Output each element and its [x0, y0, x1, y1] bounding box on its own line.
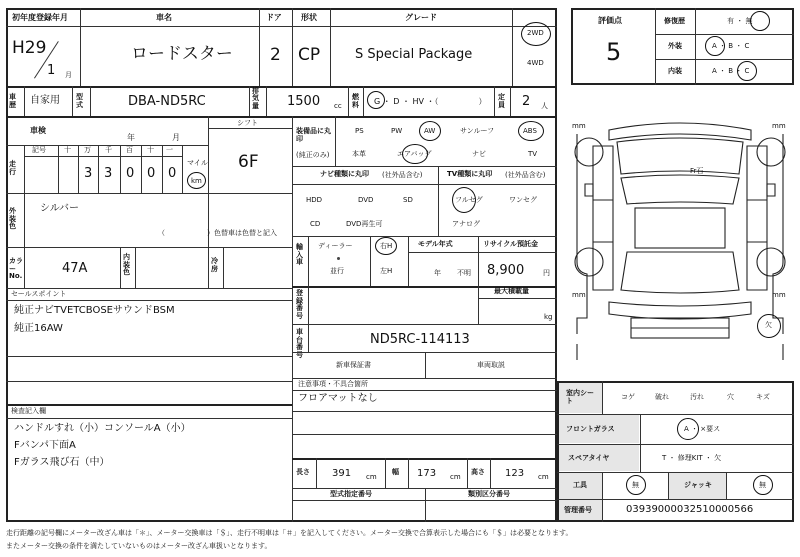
length-unit: cm — [366, 473, 377, 481]
height-label: 高さ — [471, 468, 485, 476]
navi-item: HDD — [306, 196, 323, 204]
km-unit: km — [191, 177, 202, 185]
capacity: 2 — [522, 94, 531, 109]
drive-2wd-circle — [521, 22, 551, 46]
equipment-item: 本革 — [352, 150, 366, 158]
height-unit: cm — [538, 473, 549, 481]
mileage-header: 一 — [166, 146, 173, 154]
car-name-label: 車名 — [156, 13, 172, 22]
recycle-unit: 円 — [543, 269, 550, 277]
car-damage-diagram — [565, 112, 795, 377]
displacement: 1500 — [287, 94, 321, 109]
mileage-header: 百 — [126, 146, 133, 154]
equipment-item: エアバッグ — [397, 150, 432, 158]
body-shape: CP — [298, 45, 321, 65]
inspector-line: Fガラス飛び石（中） — [14, 457, 110, 468]
usage-label: 車歴 — [9, 93, 16, 109]
equipment-item: PW — [391, 127, 403, 135]
aw-circle — [419, 121, 441, 141]
inspection-label: 車検 — [30, 126, 46, 135]
import-label: 輸入車 — [296, 243, 303, 267]
diagram-missing: 欠 — [765, 321, 772, 329]
interior-circle — [737, 61, 757, 81]
month-unit: 月 — [65, 71, 72, 79]
tv-sub: (社外品含む) — [505, 171, 546, 179]
drive-4wd: 4WD — [527, 59, 544, 67]
displacement-label: 排気量 — [252, 87, 259, 110]
model-year-label: モデル年式 — [418, 240, 453, 248]
inspector-line: Fバンパ下面A — [14, 440, 76, 451]
max-load-unit: kg — [544, 313, 553, 321]
tv-label: TV種類に丸印 — [447, 170, 493, 178]
sales-point-line: 純正ナビTVETCBOSEサウンドBSM — [14, 305, 175, 316]
exterior-circle — [705, 36, 725, 56]
seat-item: 汚れ — [690, 393, 704, 401]
equipment-sub: (純正のみ) — [296, 151, 330, 159]
grade: S Special Package — [355, 47, 473, 62]
mileage-digit: 0 — [126, 166, 135, 181]
seat-item: 破れ — [655, 393, 669, 401]
capacity-unit: 人 — [541, 102, 548, 110]
length: 391 — [332, 468, 352, 479]
import-parallel: 並行 — [330, 267, 344, 275]
model-year-unknown: 不明 — [457, 269, 471, 277]
navi-item: CD — [310, 220, 321, 228]
registration-label: 登録番号 — [296, 289, 303, 321]
seat-label: 室内シート — [566, 389, 594, 406]
inspection-month-unit: 月 — [172, 133, 180, 142]
jack-selected: 無 — [759, 481, 766, 489]
length-label: 長さ — [296, 468, 310, 476]
footer-line-2: またメーター交換の条件を満たしていないものはメーター改ざん車扱いとなります。 — [6, 542, 272, 550]
navi-item: DVD再生可 — [346, 220, 383, 228]
color-code-label: カラーNo. — [9, 257, 23, 281]
seat-item: コゲ — [621, 393, 635, 401]
width-unit: cm — [450, 473, 461, 481]
right-hand-circle — [375, 237, 397, 255]
mileage-header: 千 — [105, 146, 112, 154]
interior-label: 内装 — [668, 67, 682, 75]
glass-circle — [677, 418, 699, 440]
diagram-mm-left-top: mm — [572, 122, 586, 130]
navi-label: ナビ種類に丸印 — [320, 170, 369, 178]
equipment-item: ナビ — [472, 150, 486, 158]
repair-label: 修復歴 — [664, 17, 685, 25]
score-value: 5 — [606, 38, 622, 66]
manual: 車両取説 — [477, 361, 505, 369]
km-circle — [187, 172, 206, 189]
max-load-label: 最大積載量 — [494, 287, 529, 295]
model-year-unit: 年 — [434, 269, 441, 277]
inspector-label: 検査記入欄 — [11, 407, 46, 415]
cooler-label: 冷房 — [211, 257, 218, 273]
abs-circle — [518, 121, 544, 141]
equipment-label: 装備品に丸印 — [296, 127, 331, 144]
tools-circle — [626, 475, 646, 495]
tv-item: フルセグ — [455, 196, 483, 204]
grade-label: グレード — [405, 13, 437, 22]
equipment-item: ABS — [523, 127, 537, 135]
diagram-mm-left-bottom: mm — [572, 291, 586, 299]
color-note: （ ）色替車は色替と記入 — [158, 229, 277, 237]
fullseg-circle — [452, 187, 476, 213]
diagram-note: Fr石 — [690, 167, 704, 175]
mileage-digit: 0 — [168, 166, 177, 181]
class-label: 類別区分番号 — [468, 490, 510, 498]
equipment-item: PS — [355, 127, 364, 135]
width-label: 幅 — [392, 468, 399, 476]
exterior-color: シルバー — [40, 203, 80, 214]
displacement-unit: cc — [334, 102, 342, 110]
equipment-item: AW — [424, 127, 436, 135]
repair-circle — [750, 11, 770, 31]
recycle: 8,900 — [487, 263, 525, 278]
manage-label: 管理番号 — [564, 506, 592, 514]
footer-line-1: 走行距離の記号欄にメーター改ざん車は「＊」、メーター交換車は「＄」、走行不明車は「＃」を記入してください。メーター交換で合算表示した場合にも「＄」は必要となります。 — [6, 529, 573, 537]
fuel-selected-circle — [367, 91, 385, 109]
shift: 6F — [238, 152, 259, 172]
notes: フロアマットなし — [298, 393, 378, 404]
height: 123 — [505, 468, 525, 479]
seat-item: 穴 — [727, 393, 734, 401]
tv-item: ワンセグ — [509, 196, 537, 204]
sales-points-label: セールスポイント — [11, 290, 67, 298]
model: DBA-ND5RC — [128, 94, 206, 109]
jack-circle — [753, 475, 773, 495]
equipment-item: サンルーフ — [460, 127, 495, 135]
score-label: 評価点 — [598, 16, 622, 25]
inspection-year-unit: 年 — [127, 133, 135, 142]
fuel-options: G ・ D ・ HV ・（ ） — [374, 97, 487, 106]
warranty: 新車保証書 — [336, 361, 371, 369]
spare-label: スペアタイヤ — [568, 454, 610, 462]
reg-year: H29 — [12, 38, 47, 58]
airbag-circle — [402, 144, 428, 164]
mileage-digit: 3 — [104, 166, 113, 181]
right-hand: 右H — [380, 242, 393, 250]
navi-item: DVD — [358, 196, 374, 204]
exterior-label: 外装 — [668, 42, 682, 50]
drive-2wd: 2WD — [527, 29, 544, 37]
color-label: 外装色 — [9, 207, 16, 231]
shape-label: 形状 — [301, 13, 317, 22]
chassis-number: ND5RC-114113 — [370, 332, 470, 347]
reg-year-label: 初年度登録年月 — [12, 13, 68, 22]
shift-label: シフト — [237, 119, 258, 127]
spare-options: T ・ 修理KIT ・ 欠 — [662, 454, 722, 462]
tools-label: 工具 — [573, 481, 587, 489]
mileage-digit: 3 — [84, 166, 93, 181]
tv-item: アナログ — [452, 220, 480, 228]
equipment-item: TV — [528, 150, 538, 158]
car-name: ロードスター — [131, 44, 233, 64]
diagram-mm-right-top: mm — [772, 122, 786, 130]
interior-color-label: 内装色 — [123, 253, 130, 277]
fuel-label: 燃料 — [352, 93, 359, 109]
repair-options: 有 ・ 無 — [727, 17, 753, 25]
diagram-mm-right-bottom: mm — [772, 291, 786, 299]
mile-unit: マイル — [187, 159, 208, 167]
mileage-header: 十 — [147, 146, 154, 154]
type-cert-label: 型式指定番号 — [330, 490, 372, 498]
seat-item: キズ — [756, 393, 770, 401]
jack-label: ジャッキ — [684, 481, 712, 489]
reg-month: 1 — [47, 63, 56, 78]
usage: 自家用 — [30, 95, 60, 106]
door-label: ドア — [266, 13, 282, 22]
width: 173 — [417, 468, 437, 479]
navi-item: SD — [403, 196, 413, 204]
mileage-header: 十 — [64, 146, 71, 154]
model-label: 型式 — [76, 93, 83, 109]
inspector-line: ハンドルすれ（小）コンソールA（小） — [14, 423, 191, 434]
mileage-digit: 0 — [147, 166, 156, 181]
interior-options: A ・ B ・ C — [712, 67, 750, 75]
tools-selected: 無 — [632, 481, 639, 489]
glass-label: フロントガラス — [566, 425, 615, 433]
mileage-header: 万 — [84, 146, 91, 154]
capacity-label: 定員 — [498, 93, 505, 109]
manage-number: 03939000032510000566 — [626, 504, 754, 515]
left-hand: 左H — [380, 267, 393, 275]
sales-point-line: 純正16AW — [14, 323, 63, 334]
import-dealer: ディーラー — [318, 242, 353, 250]
mileage-label: 走行 — [9, 160, 16, 176]
door-count: 2 — [270, 45, 281, 65]
exterior-options: A ・ B ・ C — [712, 42, 750, 50]
recycle-label: リサイクル預託金 — [483, 240, 539, 248]
navi-sub: (社外品含む) — [382, 171, 423, 179]
glass-options: A ・ ×要ス — [684, 425, 721, 433]
chassis-label: 車台番号 — [296, 328, 303, 360]
color-code: 47A — [62, 261, 88, 276]
notes-label: 注意事項・不具合箇所 — [298, 380, 368, 388]
mileage-header: 記号 — [32, 146, 46, 154]
